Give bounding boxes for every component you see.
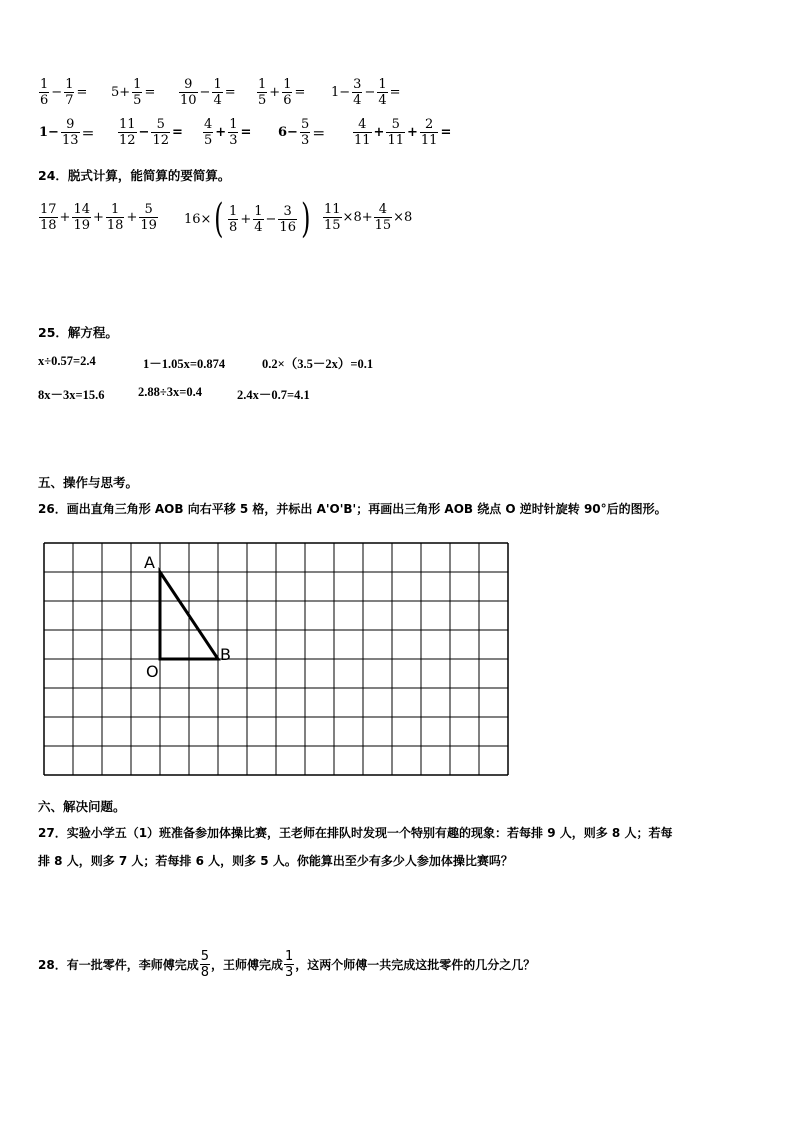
- q28-text: 28．有一批零件，李师傅完成 $\frac{5}{8}$ ，王师傅完成 $\frac{1}{3}$ ，这两个师傅一共完成这批零件的几分之几？: [38, 949, 536, 980]
- row1-expr-2: 5+ $\frac{1}{5}$ =: [111, 77, 156, 108]
- grid-lines: [44, 543, 508, 775]
- row1-expr-1: $\frac{1}{6}$ − $\frac{1}{7}$ =: [40, 77, 88, 108]
- q24-expr-1: $\frac{17}{18}$ + $\frac{14}{19}$ + $\frac{1}{18}$ + $\frac{5}{19}$: [40, 202, 157, 233]
- equation-6: 2.4x－0.7=4.1: [237, 388, 310, 402]
- equation-4: 8x－3x=15.6: [38, 388, 105, 402]
- q27-line-1: 27．实验小学五（1）班准备参加体操比赛，王老师在排队时发现一个特别有趣的现象：若每排 9 人，则多 8 人；若每: [38, 826, 673, 840]
- equation-3: 0.2×（3.5－2x）=0.1: [262, 357, 374, 371]
- equation-1: x÷0.57=2.4: [38, 354, 96, 368]
- label-o: O: [146, 662, 159, 681]
- section-6-heading: 六、解决问题。: [38, 799, 126, 814]
- row1-expr-4: $\frac{1}{5}$ + $\frac{1}{6}$ =: [258, 77, 306, 108]
- equation-5: 2.88÷3x=0.4: [138, 385, 202, 399]
- section-5-heading: 五、操作与思考。: [38, 475, 139, 490]
- row1-expr-3: $\frac{9}{10}$ − $\frac{1}{4}$ =: [180, 77, 236, 108]
- q24-expr-2: 16× ( $\frac{1}{8}$ + $\frac{1}{4}$ − $\frac{3}{16}$ ): [184, 196, 311, 242]
- q25-title: 25．解方程。: [38, 325, 118, 340]
- row2-expr-2: $\frac{11}{12}$ − $\frac{5}{12}$ =: [119, 117, 183, 148]
- row1-expr-5: 1− $\frac{3}{4}$ − $\frac{1}{4}$ =: [331, 77, 401, 108]
- q24-expr-3: $\frac{11}{15}$ ×8+ $\frac{4}{15}$ ×8: [324, 202, 413, 233]
- q26-text: 26．画出直角三角形 AOB 向右平移 5 格，并标出 A'O'B'；再画出三角形 AOB 绕点 O 逆时针旋转 90°后的图形。: [38, 502, 667, 516]
- row2-expr-1: 1− $\frac{9}{13}$ ＝: [39, 117, 95, 148]
- row2-expr-4: 6− $\frac{5}{3}$ ＝: [278, 117, 326, 148]
- label-b: B: [220, 645, 231, 664]
- q27-line-2: 排 8 人，则多 7 人；若每排 6 人，则多 5 人。你能算出至少有多少人参加体操比赛吗？: [38, 854, 513, 868]
- row2-expr-5: $\frac{4}{11}$ + $\frac{5}{11}$ + $\frac{2}{11}$ =: [354, 117, 452, 148]
- equation-2: 1－1.05x=0.874: [143, 357, 226, 371]
- row2-expr-3: $\frac{4}{5}$ + $\frac{1}{3}$ =: [204, 117, 252, 148]
- q28-fraction-2: $\frac{1}{3}$: [285, 949, 294, 980]
- q28-fraction-1: $\frac{5}{8}$: [200, 949, 209, 980]
- q24-title: 24．脱式计算，能简算的要简算。: [38, 168, 231, 183]
- label-a: A: [144, 553, 155, 572]
